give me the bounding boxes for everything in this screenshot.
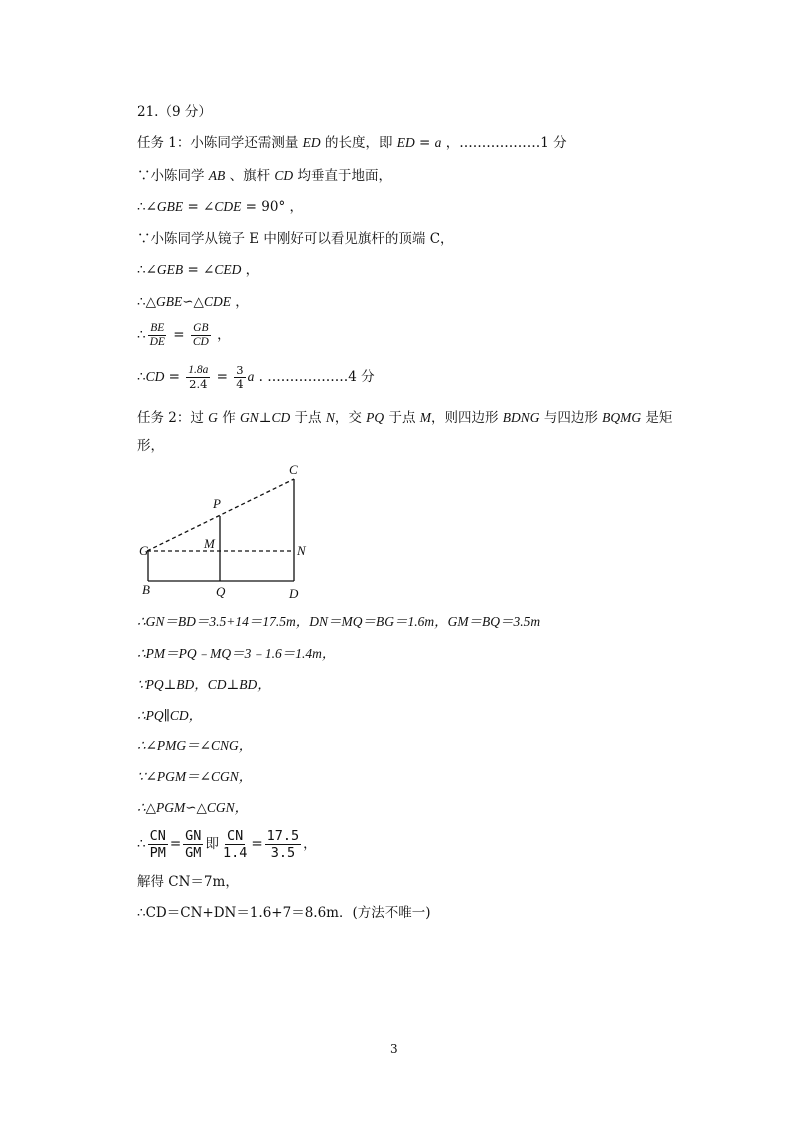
fraction-gb-cd: $\frac{GB}{CD}$ xyxy=(192,322,209,348)
label-d: D xyxy=(289,586,299,601)
task2-line11: ∴CD＝CN+DN＝1.6+7＝8.6m．(方法不唯一) xyxy=(137,905,431,921)
task2-line6: ∴∠PMG＝∠CNG， xyxy=(137,738,253,753)
fraction-17.5-3.5: $\frac{17.5}{3.5}$ xyxy=(266,828,300,861)
task2-line8: ∴△PGM∽△CGN， xyxy=(137,800,249,815)
task1-line3: ∴∠GBE = ∠CDE = 90° ， xyxy=(137,199,303,215)
task2-line10: 解得 CN＝7m， xyxy=(137,874,239,890)
task2-line1-continued: 形， xyxy=(137,438,164,454)
label-g: G xyxy=(139,543,149,558)
task2-line9: ∴ $\frac{CN}{PM}$ = $\frac{GN}{GM}$ 即 $\frac{CN}{1.4}$ = $\frac{17.5}{3.5}$ ， xyxy=(137,828,317,861)
fraction-be-de: $\frac{BE}{DE}$ xyxy=(149,322,165,348)
task1-line8: ∴CD = $\frac{1.8a}{2.4}$ = $\frac{3}{4}$ a . ………………4 分 xyxy=(137,363,375,391)
fraction-gn-gm: $\frac{GN}{GM}$ xyxy=(185,828,202,861)
fraction-3-4: $\frac{3}{4}$ xyxy=(236,363,244,391)
task1-line1: 任务 1：小陈同学还需测量 ED 的长度，即 ED = a ，………………1 分 xyxy=(137,135,567,151)
page-number: 3 xyxy=(390,1042,398,1056)
label-n: N xyxy=(297,543,306,558)
label-c: C xyxy=(289,462,298,477)
task1-line5: ∴∠GEB = ∠CED ， xyxy=(137,262,260,278)
task1-line7: ∴ $\frac{BE}{DE}$ = $\frac{GB}{CD}$ ， xyxy=(137,322,231,348)
fraction-1.8a-2.4: $\frac{1.8a}{2.4}$ xyxy=(188,364,209,391)
task2-line5: ∴PQ∥CD， xyxy=(137,708,203,723)
label-q: Q xyxy=(216,584,226,599)
task2-line2: ∴GN＝BD＝3.5+14＝17.5m，DN＝MQ＝BG＝1.6m，GM＝BQ＝3.5m xyxy=(137,614,541,629)
task1-line2: ∵小陈同学 AB 、旗杆 CD 均垂直于地面， xyxy=(137,168,392,184)
fraction-cn-pm: $\frac{CN}{PM}$ xyxy=(149,828,166,861)
fraction-cn-1.4: $\frac{CN}{1.4}$ xyxy=(222,828,248,861)
task2-line4: ∵PQ⊥BD，CD⊥BD， xyxy=(137,677,271,692)
label-p: P xyxy=(213,496,221,511)
task2-line3: ∴PM＝PQ﹣MQ＝3﹣1.6＝1.4m， xyxy=(137,646,336,661)
geometry-figure xyxy=(134,458,334,603)
problem-header: 21.（9 分） xyxy=(137,104,212,120)
label-b: B xyxy=(142,582,150,597)
label-m: M xyxy=(204,536,215,551)
task1-line4: ∵小陈同学从镜子 E 中刚好可以看见旗杆的顶端 C， xyxy=(137,231,454,247)
task2-line1: 任务 2：过 G 作 GN⊥CD 于点 N，交 PQ 于点 M，则四边形 BDNG 与四边形 BQMG 是矩 xyxy=(137,410,673,426)
task1-line6: ∴△GBE∽△CDE ， xyxy=(137,294,249,310)
task2-line7: ∵∠PGM＝∠CGN， xyxy=(137,769,253,784)
